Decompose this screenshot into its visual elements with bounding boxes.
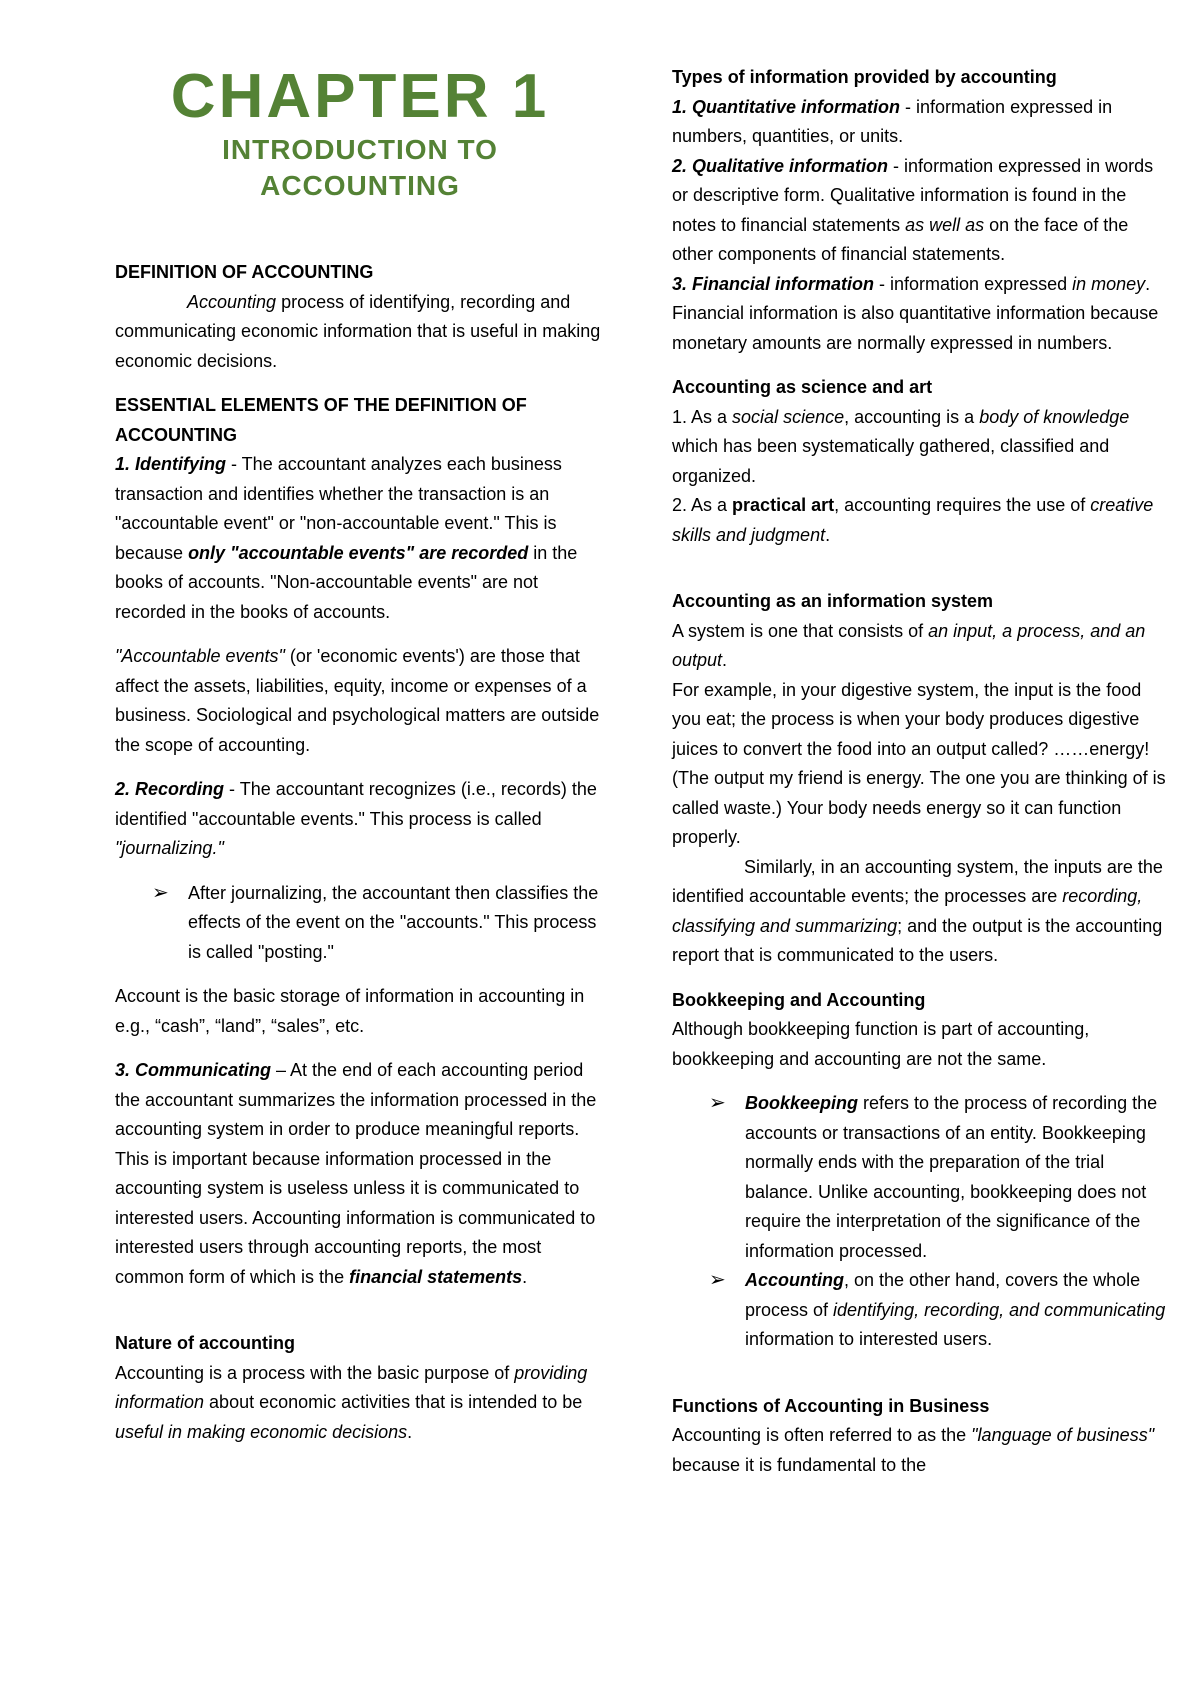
communicating-text: – At the end of each accounting period the accountant summarizes the information processed in the accounting system in order to produce meaningful reports. This is important because information processed in the accounting system is useless unless it is communicated to interested users. Accounting information is communicated to interested users through accounting reports, the most common form of which is the (115, 1060, 597, 1287)
science-text: 1. As a (672, 406, 733, 427)
quantitative-label: 1. Quantitative information (672, 96, 901, 117)
arrowhead-bullet-icon: ➢ (709, 1269, 726, 1291)
account-paragraph: Account is the basic storage of information in accounting in e.g., “cash”, “land”, “sales”, etc. (115, 986, 585, 1036)
financial-text: - information expressed (874, 273, 1073, 294)
bookkeeping-list (672, 1089, 1172, 1355)
functions-text-end: because it is fundamental to the (672, 1454, 927, 1475)
right-column (672, 0, 1172, 1480)
identifying-text-end: in the books of accounts. "Non-accountable events" are not recorded in the books of accounts. (115, 542, 578, 622)
list-item (672, 1089, 1172, 1266)
science-heading: Accounting as science and art (672, 377, 933, 397)
nature-text: Accounting is a process with the basic purpose of (115, 1362, 515, 1383)
functions-heading: Functions of Accounting in Business (672, 1395, 990, 1416)
communicating-paragraph (115, 1056, 605, 1292)
communicating-label: 3. Communicating (115, 1060, 272, 1080)
communicating-emphasis: financial statements (349, 1266, 523, 1287)
arrowhead-bullet-icon: ➢ (152, 881, 169, 904)
accountable-events-term: "Accountable events" (115, 646, 285, 666)
types-heading: Types of information provided by accounting (672, 67, 1057, 87)
identifying-emphasis: only "accountable events" are recorded (188, 542, 529, 563)
bookkeeping-label: Bookkeeping (745, 1093, 859, 1113)
bookkeeping-intro: Although bookkeeping function is part of accounting, bookkeeping and accounting are not the same. (672, 1019, 1090, 1069)
financial-label: 3. Financial information (672, 273, 875, 294)
recording-label: 2. Recording (115, 779, 225, 799)
chapter-title: CHAPTER 1 (170, 62, 550, 131)
art-text-2: , accounting requires the use of (834, 495, 1091, 515)
functions-emphasis: "language of business" (971, 1425, 1155, 1445)
nature-text-2: about economic activities that is intended to be (204, 1392, 583, 1412)
system-text: A system is one that consists of (672, 620, 929, 641)
list-item (672, 1266, 1172, 1355)
recording-text: - The accountant recognizes (i.e., records) the identified "accountable events." This process is called (115, 779, 597, 829)
identifying-paragraph (115, 450, 605, 627)
science-item-2 (672, 491, 1172, 550)
art-bold: practical art (732, 495, 835, 515)
similarly-text: Similarly, in an accounting system, the inputs are the identified accountable events; the processes are (672, 856, 1163, 906)
qualitative-item (672, 152, 1172, 270)
financial-text-end: . Financial information is also quantitative information because monetary amounts are normally expressed in numbers. (672, 273, 1159, 353)
nature-emphasis-2: useful in making economic decisions (115, 1421, 408, 1442)
definition-text: process of identifying, recording and communicating economic information that is useful in making economic decisions. (115, 291, 601, 371)
accounting-label: Accounting (745, 1270, 844, 1290)
qualitative-text-end: on the face of the other components of financial statements. (672, 214, 1129, 264)
recording-paragraph (115, 775, 605, 864)
identifying-text: - The accountant analyzes each business transaction and identifies whether the transaction is an "accountable event" or "non-accountable event." This is because (115, 454, 562, 563)
science-emphasis: social science (732, 406, 845, 427)
art-text: 2. As a (672, 495, 733, 515)
nature-emphasis-1: providing information (115, 1362, 588, 1412)
science-item-1 (672, 403, 1172, 492)
nature-paragraph (115, 1359, 605, 1448)
elements-heading: ESSENTIAL ELEMENTS OF THE DEFINITION OF ACCOUNTING (115, 395, 527, 445)
title-block (115, 62, 605, 204)
nature-heading: Nature of accounting (115, 1333, 296, 1353)
qualitative-label: 2. Qualitative information (672, 155, 889, 176)
bookkeeping-text: refers to the process of recording the accounts or transactions of an entity. Bookkeeping normally ends with the preparation of the trial balance. Unlike accounting, bookkeeping does not require the interpretation of the significance of the information processed. (745, 1093, 1158, 1261)
accountable-events-paragraph (115, 642, 605, 760)
accountable-events-text: (or 'economic events') are those that affect the assets, liabilities, equity, income or expenses of a business. Sociological and psychological matters are outside the scope of accounting. (115, 646, 600, 755)
art-text-end: . (825, 524, 831, 545)
system-heading: Accounting as an information system (672, 591, 994, 611)
recording-emphasis: "journalizing." (115, 838, 224, 858)
definition-heading: DEFINITION OF ACCOUNTING (115, 262, 374, 282)
bookkeeping-heading: Bookkeeping and Accounting (672, 989, 926, 1010)
science-emphasis-2: body of knowledge (979, 406, 1130, 427)
similarly-emphasis: recording, classifying and summarizing (672, 886, 1143, 936)
identifying-label: 1. Identifying (115, 454, 227, 474)
financial-item (672, 270, 1172, 359)
system-text-end: . (722, 650, 728, 670)
system-definition (672, 617, 1172, 676)
system-example: For example, in your digestive system, the input is the food you eat; the process is when your body produces digestive juices to convert the food into an output called? ……energy! (The output my friend is energy. The one you are thinking of is called waste.) Your body needs energy so it can function properly. (672, 679, 1166, 847)
quantitative-item (672, 93, 1172, 152)
science-text-end: which has been systematically gathered, classified and organized. (672, 436, 1110, 486)
system-similarly (672, 853, 1172, 971)
system-emphasis: an input, a process, and an output (672, 620, 1146, 670)
financial-emphasis: in money (1072, 273, 1146, 294)
accounting-text-end: information to interested users. (745, 1329, 993, 1349)
list-item (115, 879, 605, 968)
functions-paragraph (672, 1421, 1172, 1480)
qualitative-emphasis: as well as (905, 214, 985, 235)
communicating-end: . (522, 1266, 528, 1287)
left-column (115, 0, 605, 1462)
functions-text: Accounting is often referred to as the (672, 1425, 972, 1445)
chapter-subtitle-line2: ACCOUNTING (260, 170, 460, 201)
posting-list (115, 879, 605, 968)
accounting-text: , on the other hand, covers the whole process of (745, 1270, 1141, 1320)
art-emphasis: creative skills and judgment (672, 495, 1154, 545)
posting-text: After journalizing, the accountant then classifies the effects of the event on the "accounts." This process is called "posting." (188, 882, 599, 962)
definition-term: Accounting (187, 291, 277, 312)
quantitative-text: - information expressed in numbers, quantities, or units. (672, 96, 1113, 146)
science-text-2: , accounting is a (844, 406, 980, 427)
definition-paragraph (115, 288, 605, 377)
accounting-emphasis: identifying, recording, and communicating (833, 1299, 1166, 1320)
nature-text-end: . (407, 1421, 413, 1442)
qualitative-text: - information expressed in words or descriptive form. Qualitative information is found in the notes to financial statements (672, 155, 1154, 235)
chapter-subtitle-line1: INTRODUCTION TO (222, 134, 498, 165)
similarly-text-end: ; and the output is the accounting report that is communicated to the users. (672, 915, 1163, 965)
arrowhead-bullet-icon: ➢ (709, 1092, 726, 1114)
